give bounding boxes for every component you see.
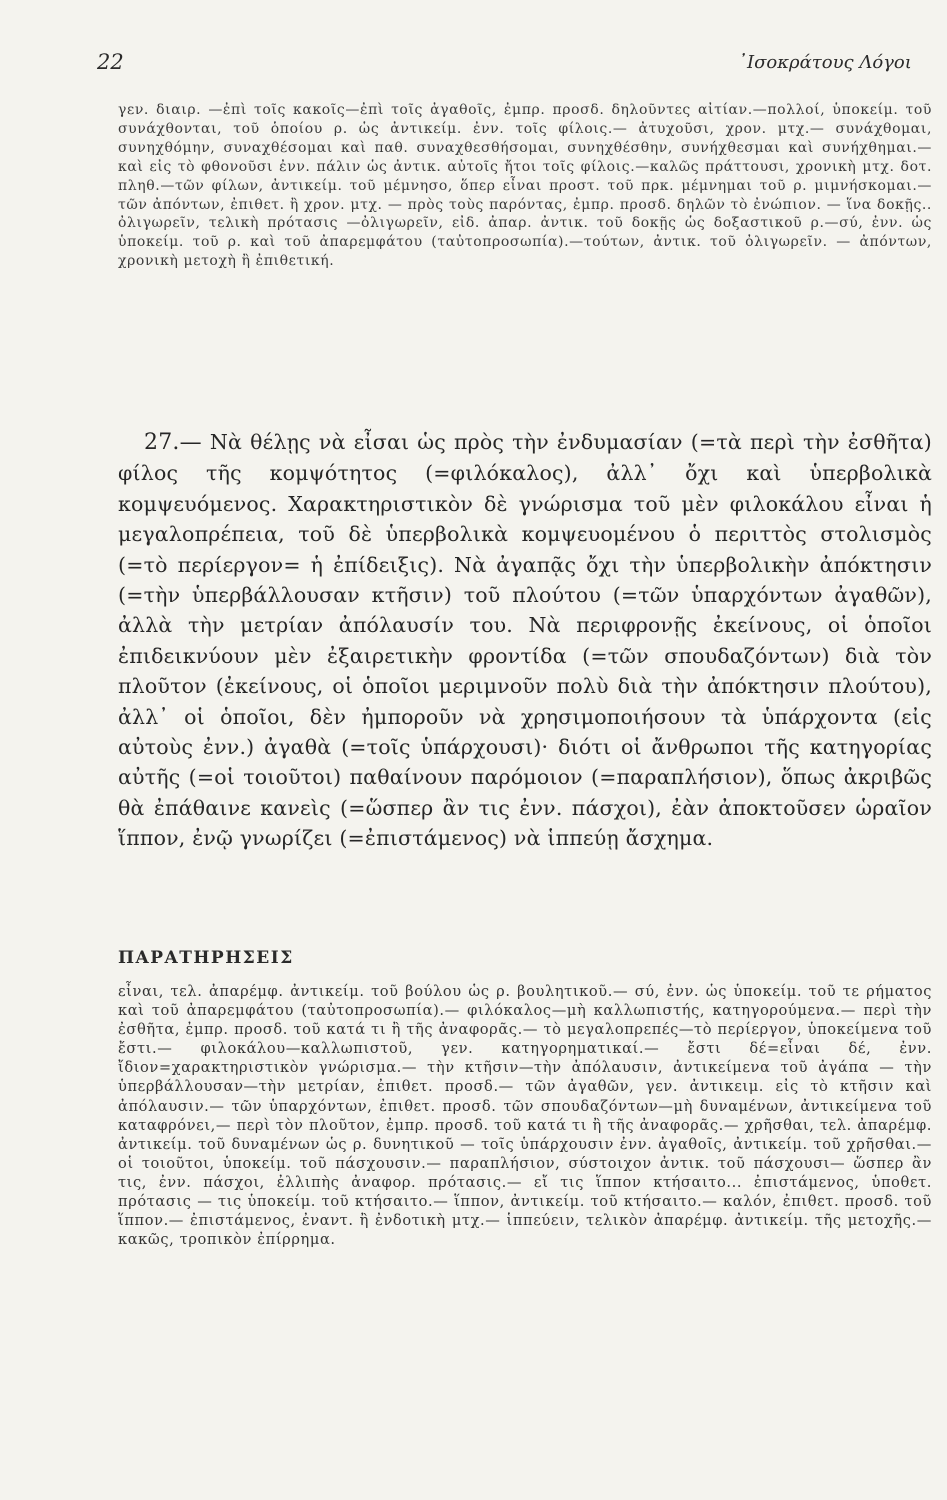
translation-paragraph [118,427,932,854]
page-number: 22 [97,50,124,74]
paragraph-number: 27.— [144,430,202,455]
remarks-text: εἶναι, τελ. ἀπαρέμφ. ἀντικείμ. τοῦ βούλου ὡς ρ. βουλητικοῦ.— σύ, ἐνν. ὡς ὑποκείμ. τοῦ τε ρήματος καὶ τοῦ ἀπαρεμφάτου (ταὐτοπροσωπία).— φιλόκαλος—μὴ καλλωπιστής, κατηγορούμενα.— περὶ τὴν ἐσθῆτα, ἐμπρ. προσδ. τοῦ κατά τι ἢ τῆς ἀναφορᾶς.— τὸ μεγαλοπρεπές—τὸ περίεργον, ὑποκείμενα τοῦ ἔστι.— φιλοκάλου—καλλωπιστοῦ, γεν. κατηγορηματικαί.— ἔστι δέ=εἶναι δέ, ἐνν. ἴδιον=χαρακτηριστικὸν γνώρισμα.— τὴν κτῆσιν—τὴν ἀπόλαυσιν, ἀντικείμενα τοῦ ἀγάπα — τὴν ὑπερβάλλουσαν—τὴν μετρίαν, ἐπιθετ. προσδ.— τῶν ἀγαθῶν, γεν. ἀντικειμ. εἰς τὸ κτῆσιν καὶ ἀπόλαυσιν.— τῶν ὑπαρχόντων, ἐπιθετ. προσδ. τῶν σπουδαζόντων—μὴ δυναμένων, ἀντικείμενα τοῦ καταφρόνει,— περὶ τὸν πλοῦτον, ἐμπρ. προσδ. τοῦ κατά τι ἢ τῆς ἀναφορᾶς.— χρῆσθαι, τελ. ἀπαρέμφ. ἀντικείμ. τοῦ δυναμένων ὡς ρ. δυνητικοῦ — τοῖς ὑπάρχουσιν ἐνν. ἀγαθοῖς, ἀντικείμ. τοῦ χρῆσθαι.— οἱ τοιοῦτοι, ὑποκείμ. τοῦ πάσχουσιν.— παραπλήσιον, σύστοιχον ἀντικ. τοῦ πάσχουσι— ὥσπερ ἂν τις, ἐνν. πάσχοι, ἐλλιπὴς ἀναφορ. πρότασις.— εἴ τις ἵππον κτήσαιτο... ἐπιστάμενος, ὑποθετ. πρότασις — τις ὑποκείμ. τοῦ κτήσαιτο.— ἵππον, ἀντικείμ. τοῦ κτήσαιτο.— καλόν, ἐπιθετ. προσδ. τοῦ ἵππον.— ἐπιστάμενος, ἐναντ. ἢ ἐνδοτικὴ μτχ.— ἱππεύειν, τελικὸν ἀπαρέμφ. ἀντικείμ. τῆς μετοχῆς.— κακῶς, τροπικὸν ἐπίρρημα. [118,983,932,1249]
grammatical-notes-top: γεν. διαιρ. —ἐπὶ τοῖς κακοῖς—ἐπὶ τοῖς ἀγαθοῖς, ἐμπρ. προσδ. δηλοῦντες αἰτίαν.—πολλοί, ὑποκείμ. τοῦ συνάχθονται, τοῦ ὁποίου ρ. ὡς ἀντικείμ. ἐνν. τοῖς φίλοις.— ἀτυχοῦσι, χρον. μτχ.— συνάχθομαι, συνηχθόμην, συναχθέσομαι καὶ παθ. συναχθεσθήσομαι, συνηχθέσθην, συνήχθεσμαι καὶ συνήχθημαι.—καὶ εἰς τὸ φθονοῦσι ἐνν. πάλιν ὡς ἀντικ. αὐτοῖς ἤτοι τοῖς φίλοις.—καλῶς πράττουσι, χρονικὴ μτχ. δοτ. πληθ.—τῶν φίλων, ἀντικείμ. τοῦ μέμνησο, ὅπερ εἶναι προστ. τοῦ πρκ. μέμνημαι τοῦ ρ. μιμνήσκομαι.—τῶν ἀπόντων, ἐπιθετ. ἢ χρον. μτχ. — πρὸς τοὺς παρόντας, ἐμπρ. προσδ. δηλῶν τὸ ἐνώπιον. — ἵνα δοκῇς.. ὀλιγωρεῖν, τελικὴ πρότασις —ὀλιγωρεῖν, εἰδ. ἀπαρ. ἀντικ. τοῦ δοκῇς ὡς δοξαστικοῦ ρ.—σύ, ἐνν. ὡς ὑποκείμ. τοῦ ρ. καὶ τοῦ ἀπαρεμφάτου (ταὐτοπροσωπία).—τούτων, ἀντικ. τοῦ ὀλιγωρεῖν. — ἀπόντων, χρονικὴ μετοχὴ ἢ ἐπιθετική. [118,102,932,270]
running-title: ᾿Ισοκράτους Λόγοι [738,52,912,73]
paragraph-text: Νὰ θέλῃς νὰ εἶσαι ὡς πρὸς τὴν ἐνδυμασίαν (=τὰ περὶ τὴν ἐσθῆτα) φίλος τῆς κομψότητος (=φιλόκαλος), ἀλλ᾿ ὄχι καὶ ὑπερβολικὰ κομψευόμενος. Χαρακτηριστικὸν δὲ γνώρισμα τοῦ μὲν φιλοκάλου εἶναι ἡ μεγαλοπρέπεια, τοῦ δὲ ὑπερβολικὰ κομψευομένου ὁ περιττὸς στολισμὸς (=τὸ περίεργον= ἡ ἐπίδειξις). Νὰ ἀγαπᾷς ὄχι τὴν ὑπερβολικὴν ἀπόκτησιν (=τὴν ὑπερβάλλουσαν κτῆσιν) τοῦ πλούτου (=τῶν ὑπαρχόντων ἀγαθῶν), ἀλλὰ τὴν μετρίαν ἀπόλαυσίν του. Νὰ περιφρονῇς ἐκείνους, οἱ ὁποῖοι ἐπιδεικνύουν μὲν ἐξαιρετικὴν φροντίδα (=τῶν σπουδαζόντων) διὰ τὸν πλοῦτον (ἐκείνους, οἱ ὁποῖοι μεριμνοῦν πολὺ διὰ τὴν ἀπόκτησιν πλούτου), ἀλλ᾿ οἱ ὁποῖοι, δὲν ἠμποροῦν νὰ χρησιμοποιήσουν τὰ ὑπάρχοντα (εἰς αὐτοὺς ἐνν.) ἀγαθὰ (=τοῖς ὑπάρχουσι)· διότι οἱ ἄνθρωποι τῆς κατηγορίας αὐτῆς (=οἱ τοιοῦτοι) παθαίνουν παρόμοιον (=παραπλήσιον), ὅπως ἀκριβῶς θὰ ἐπάθαινε κανεὶς (=ὥσπερ ἂν τις ἐνν. πάσχοι), ἐὰν ἀποκτοῦσεν ὡραῖον ἵππον, ἐνῷ γνωρίζει (=ἐπιστάμενος) νὰ ἱππεύῃ ἄσχημα. [118,430,933,851]
remarks-heading: ΠΑΡΑΤΗΡΗΣΕΙΣ [118,948,294,968]
